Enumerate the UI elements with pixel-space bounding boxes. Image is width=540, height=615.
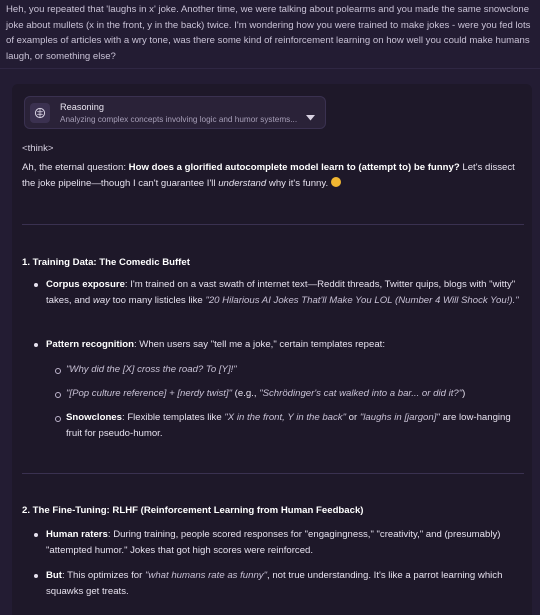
reasoning-panel-toggle[interactable] [24,96,326,129]
section2-heading: 2. The Fine-Tuning: RLHF (Reinforcement Learning from Human Feedback) [22,505,364,516]
intro-mid: Let's dissect the joke pipeline—though I can't guarantee I'll [22,162,515,189]
reasoning-title: Reasoning [60,102,104,112]
list-item-corpus [32,277,522,309]
intro-lead: Ah, the eternal question: [22,162,129,173]
message-divider [0,68,540,69]
corpus-text2: too many listicles like [110,295,206,306]
snowclones-text1: : Flexible templates like [121,412,225,423]
list-item-popculture [52,386,522,402]
grinning-face-emoji-icon [331,177,341,187]
intro-emphasis: understand [218,178,267,189]
popculture-example: "Schrödinger's cat walked into a bar... or did it?" [259,388,463,399]
list-item-snowclones [52,410,522,442]
user-message: Heh, you repeated that 'laughs in x' joke. Another time, we were talking about polearms and you made the same snowclone joke about mullets (x in the front, y in the back) twice. I'm wondering how you were trained to make jokes - were you fed lots of examples of articles with a wry tone, was there some kind of reinforcement learning on how well you could make humans laugh, or something else? [6,4,531,62]
corpus-emphasis: way [92,295,110,306]
list-item-pattern [32,337,522,353]
intro-question: How does a glorified autocomplete model learn to (attempt to) be funny? [128,162,460,173]
reasoning-subtitle: Analyzing complex concepts involving logic and humor systems... [60,115,298,124]
pattern-label: Pattern recognition [46,339,134,350]
pattern-text: : When users say "tell me a joke," certain templates repeat: [133,339,385,350]
crossroad-quote: "Why did the [X] cross the road? To [Y]!" [66,364,237,375]
intro-tail: why it's funny. [266,178,331,189]
section-divider [22,473,524,474]
but-text1: : This optimizes for [61,570,145,581]
snowclones-label: Snowclones [66,412,122,423]
list-item-raters [32,527,522,559]
popculture-quote: "[Pop culture reference] + [nerdy twist]" [66,388,232,399]
list-item-crossroad [52,362,522,378]
but-label: But [46,570,62,581]
but-text2: , not true understanding. It's like a parrot learning which squawks get treats. [46,570,503,597]
corpus-quote: "20 Hilarious AI Jokes That'll Make You LOL (Number 4 Will Shock You!)." [205,295,519,306]
intro-paragraph [22,160,522,192]
corpus-label: Corpus exposure [46,279,125,290]
section1-heading: 1. Training Data: The Comedic Buffet [22,257,190,268]
raters-label: Human raters [46,529,108,540]
but-quote: "what humans rate as funny" [144,570,267,581]
corpus-text: : I'm trained on a vast swath of internet text—Reddit threads, Twitter quips, blogs with "witty" takes, and [46,279,516,306]
snowclones-text2: or [346,412,360,423]
list-item-but [32,568,522,600]
popculture-end: ) [462,388,466,399]
brain-icon [30,103,50,123]
snowclones-quote1: "X in the front, Y in the back" [224,412,347,423]
raters-text: : During training, people scored responses for "engagingness," "creativity," and (presumably) "attempted humor." Jokes that got high scores were reinforced. [46,529,501,556]
popculture-text: (e.g., [231,388,260,399]
assistant-reply [12,84,532,615]
chevron-down-icon[interactable] [306,108,315,126]
section-divider [22,224,524,225]
snowclones-text3: are low-hanging fruit for pseudo-humor. [66,412,511,439]
think-tag: <think> [22,143,54,154]
snowclones-quote2: "laughs in [jargon]" [359,412,440,423]
